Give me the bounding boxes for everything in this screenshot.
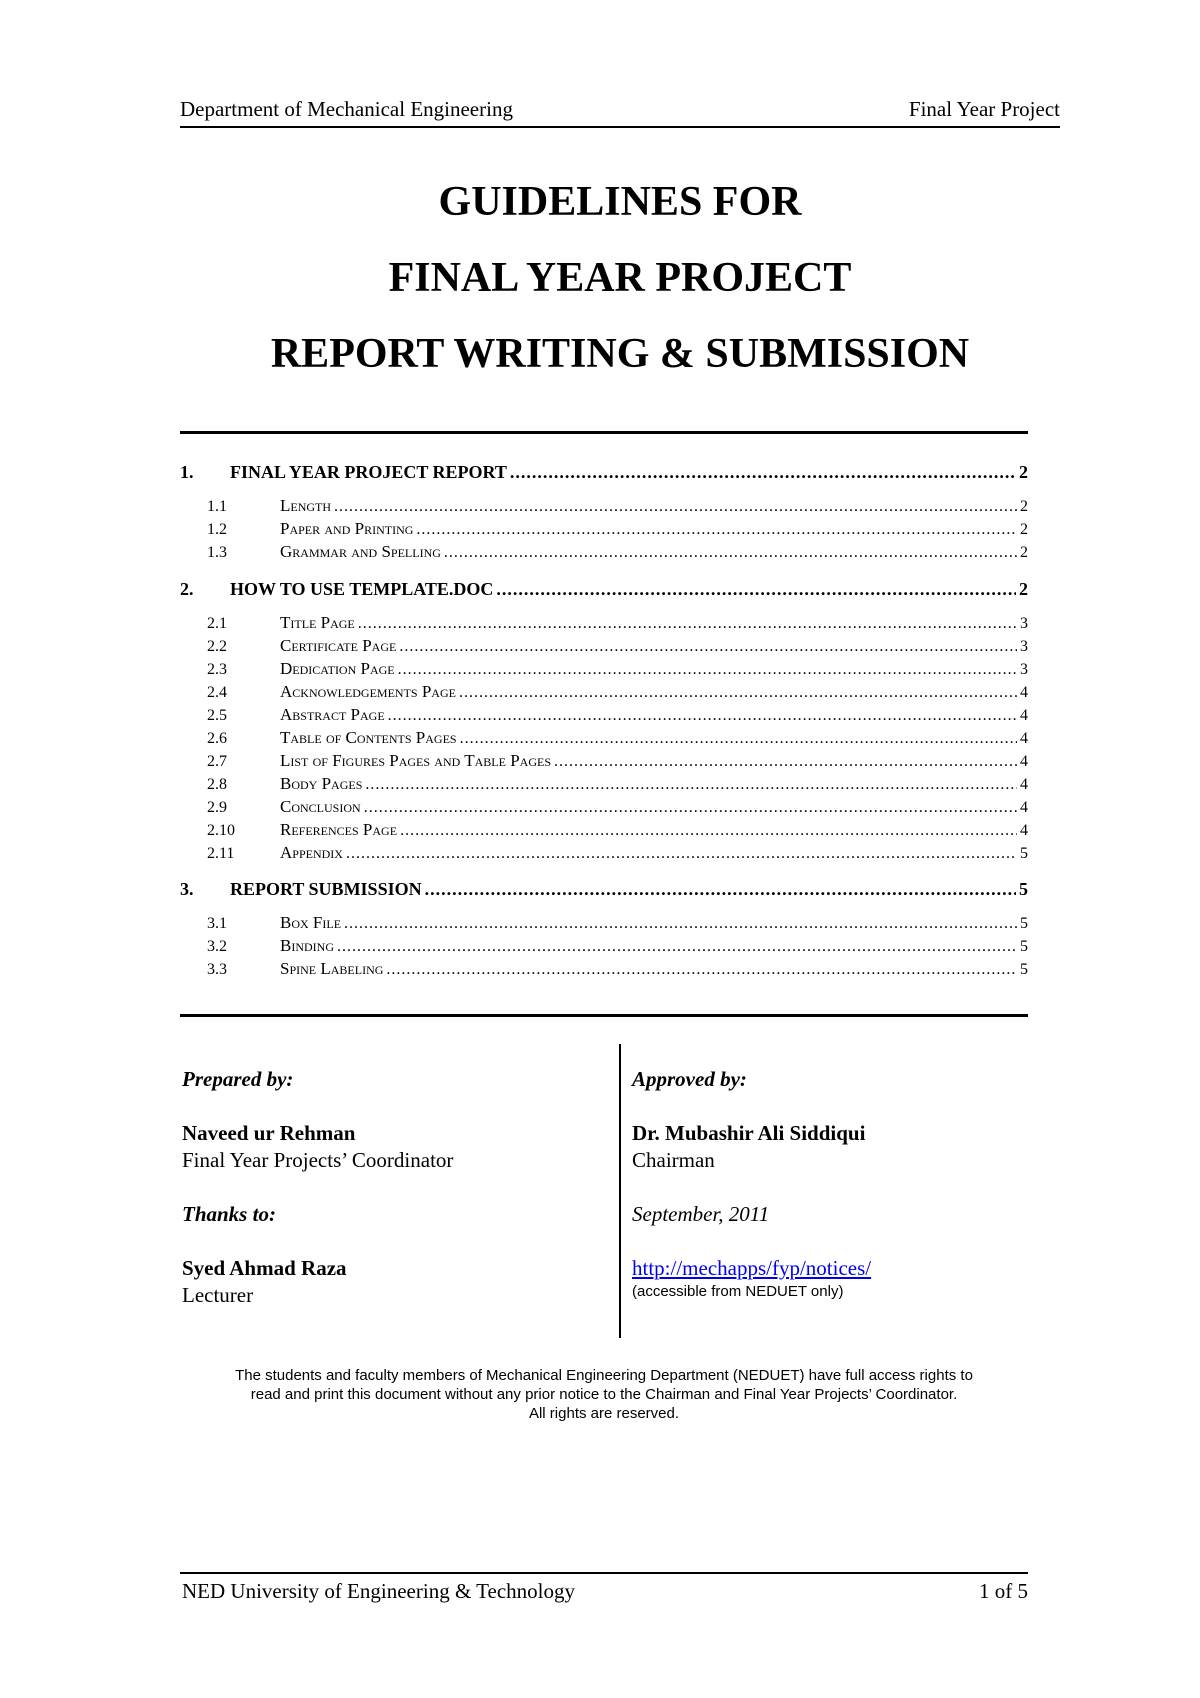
toc-text: Conclusion [280, 797, 361, 816]
toc-entry[interactable] [180, 680, 1028, 704]
rights-line-2: read and print this document without any prior notice to the Chairman and Final Year Projects’ Coordinator. [250, 1386, 958, 1403]
rights-line-1: The students and faculty members of Mechanical Engineering Department (NEDUET) have full access rights to [235, 1367, 973, 1384]
title-line-1: GUIDELINES FOR [438, 179, 802, 225]
toc-entry[interactable] [180, 772, 1028, 796]
toc-entry[interactable] [180, 657, 1028, 681]
toc-leader [554, 750, 1017, 774]
toc-text: REPORT SUBMISSION [230, 879, 422, 899]
toc-leader [386, 958, 1017, 982]
credits-left [182, 1066, 602, 1309]
toc-page: 5 [1020, 915, 1028, 932]
toc-number: 2.3 [207, 661, 227, 678]
link-note: (accessible from NEDUET only) [632, 1283, 844, 1300]
approved-by-name: Dr. Mubashir Ali Siddiqui [632, 1121, 866, 1145]
toc-entry[interactable] [180, 957, 1028, 981]
toc-number: 2.1 [207, 615, 227, 632]
toc-page: 5 [1019, 879, 1028, 899]
toc-page: 4 [1020, 799, 1028, 816]
toc-page: 3 [1020, 661, 1028, 678]
toc-entry[interactable] [180, 494, 1028, 518]
toc-leader [398, 658, 1017, 682]
toc-page: 4 [1020, 684, 1028, 701]
header-department: Department of Mechanical Engineering [180, 97, 513, 121]
toc-page: 4 [1020, 730, 1028, 747]
toc-entry[interactable] [180, 934, 1028, 958]
document-date: September, 2011 [632, 1202, 770, 1226]
toc-page: 4 [1020, 776, 1028, 793]
toc-text: Title Page [280, 613, 355, 632]
toc-number: 1.1 [207, 498, 227, 515]
toc-entry[interactable] [180, 726, 1028, 750]
toc-number: 3. [180, 879, 194, 899]
notices-link[interactable]: http://mechapps/fyp/notices/ [632, 1256, 872, 1280]
document-title [180, 174, 1060, 402]
toc-text: Acknowledgements Page [280, 682, 456, 701]
toc-leader [364, 796, 1017, 820]
title-line-3: REPORT WRITING & SUBMISSION [270, 331, 970, 377]
toc-page: 4 [1020, 822, 1028, 839]
toc-page: 5 [1020, 961, 1028, 978]
toc-text: Appendix [280, 843, 343, 862]
toc-text: Grammar and Spelling [280, 542, 441, 561]
toc-page: 2 [1020, 498, 1028, 515]
toc-entry[interactable] [180, 540, 1028, 564]
running-header [180, 96, 1060, 122]
approved-by-role: Chairman [632, 1148, 715, 1172]
toc-number: 2. [180, 579, 194, 599]
toc-entry[interactable] [180, 841, 1028, 865]
toc-leader [510, 460, 1016, 484]
title-line-2: FINAL YEAR PROJECT [388, 255, 852, 301]
toc-leader [460, 727, 1017, 751]
toc-text: Box File [280, 913, 342, 932]
toc-text: Length [280, 496, 332, 515]
toc-text: Paper and Printing [280, 519, 414, 538]
toc-entry[interactable] [180, 634, 1028, 658]
running-footer [182, 1578, 1028, 1604]
toc-entry[interactable] [180, 577, 1028, 601]
toc-text: Dedication Page [280, 659, 395, 678]
toc-text: Body Pages [280, 774, 363, 793]
toc-leader [337, 935, 1017, 959]
toc-number: 2.5 [207, 707, 227, 724]
toc-page: 2 [1019, 579, 1028, 599]
toc-text: List of Figures Pages and Table Pages [280, 751, 552, 770]
toc-page: 2 [1020, 544, 1028, 561]
toc-text: Binding [280, 936, 334, 955]
footer-university: NED University of Engineering & Technology [182, 1579, 575, 1603]
toc-page: 5 [1020, 938, 1028, 955]
toc-top-rule [180, 431, 1028, 434]
toc-number: 2.4 [207, 684, 227, 701]
toc-number: 1.2 [207, 521, 227, 538]
toc-leader [459, 681, 1017, 705]
toc-page: 3 [1020, 638, 1028, 655]
toc-page: 4 [1020, 753, 1028, 770]
toc-leader [334, 495, 1017, 519]
toc-page: 5 [1020, 845, 1028, 862]
toc-number: 3.3 [207, 961, 227, 978]
toc-leader [416, 518, 1017, 542]
toc-number: 3.1 [207, 915, 227, 932]
toc-text: Certificate Page [280, 636, 397, 655]
credits-divider [619, 1044, 621, 1338]
toc-number: 2.10 [207, 822, 235, 839]
toc-number: 2.8 [207, 776, 227, 793]
header-rule [180, 126, 1060, 128]
rights-notice [180, 1366, 1028, 1423]
thanks-to-label: Thanks to: [182, 1202, 276, 1226]
toc-entry[interactable] [180, 818, 1028, 842]
toc-leader [399, 635, 1017, 659]
prepared-by-label: Prepared by: [182, 1067, 294, 1091]
toc-text: Spine Labeling [280, 959, 384, 978]
toc-text: Table of Contents Pages [280, 728, 457, 747]
toc-leader [346, 842, 1017, 866]
toc-page: 2 [1020, 521, 1028, 538]
toc-entry[interactable] [180, 795, 1028, 819]
toc-number: 1. [180, 462, 194, 482]
toc-entry[interactable] [180, 911, 1028, 935]
toc-text: References Page [280, 820, 398, 839]
page-number: 1 of 5 [979, 1579, 1028, 1603]
toc-leader [496, 577, 1016, 601]
toc-leader [425, 877, 1016, 901]
toc-bottom-rule [180, 1014, 1028, 1017]
footer-rule [180, 1572, 1028, 1574]
toc-number: 2.7 [207, 753, 227, 770]
toc-entry[interactable] [180, 460, 1028, 484]
header-project: Final Year Project [908, 97, 1060, 121]
toc-page: 3 [1020, 615, 1028, 632]
toc-leader [344, 912, 1017, 936]
toc-entry[interactable] [180, 877, 1028, 901]
toc-leader [365, 773, 1017, 797]
prepared-by-name: Naveed ur Rehman [182, 1121, 356, 1145]
toc-number: 2.2 [207, 638, 227, 655]
toc-leader [400, 819, 1017, 843]
approved-by-label: Approved by: [632, 1067, 747, 1091]
toc-text: FINAL YEAR PROJECT REPORT [230, 462, 507, 482]
toc-entry[interactable] [180, 517, 1028, 541]
thanks-to-role: Lecturer [182, 1283, 254, 1307]
toc-page: 4 [1020, 707, 1028, 724]
toc-leader [388, 704, 1017, 728]
toc-number: 3.2 [207, 938, 227, 955]
toc-text: HOW TO USE TEMPLATE.DOC [230, 579, 494, 599]
toc-leader [444, 541, 1017, 565]
toc-number: 2.9 [207, 799, 227, 816]
toc-number: 1.3 [207, 544, 227, 561]
toc-number: 2.11 [207, 845, 235, 862]
toc-entry[interactable] [180, 703, 1028, 727]
thanks-to-name: Syed Ahmad Raza [182, 1256, 347, 1280]
credits-right [632, 1066, 1052, 1302]
toc-number: 2.6 [207, 730, 227, 747]
rights-line-3: All rights are reserved. [528, 1405, 680, 1422]
toc-text: Abstract Page [280, 705, 385, 724]
prepared-by-role: Final Year Projects’ Coordinator [182, 1148, 454, 1172]
toc-entry[interactable] [180, 611, 1028, 635]
toc-page: 2 [1019, 462, 1028, 482]
toc-leader [358, 612, 1017, 636]
toc-entry[interactable] [180, 749, 1028, 773]
